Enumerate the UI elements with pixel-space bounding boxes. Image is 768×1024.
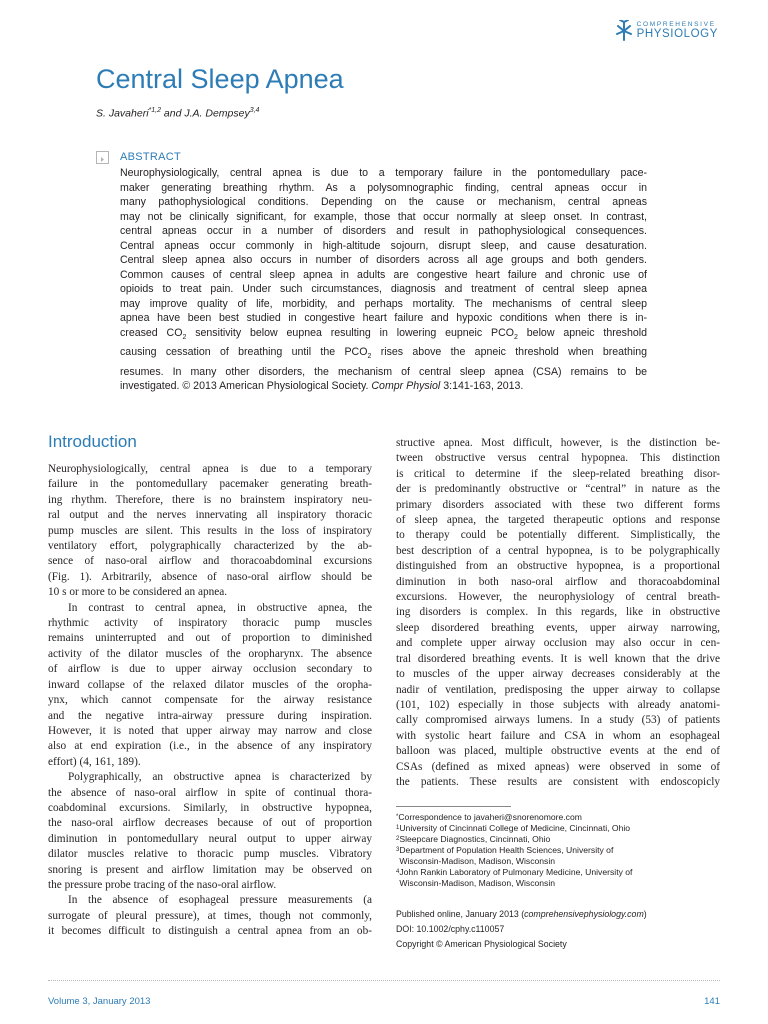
text: creased CO: [120, 326, 183, 339]
footnote-correspondence: [396, 812, 720, 823]
abstract-line: may improve quality of life, morbidity, and perhaps mortality. The mechanisms of central sleep: [120, 297, 647, 310]
text-line: ing rhythm. Therefore, there is no brainstem inspiratory neu-: [48, 493, 372, 506]
text-line: activity of the dilator muscles of the oropharynx. The absence: [48, 647, 372, 660]
footer-divider: [48, 980, 720, 981]
section-heading-introduction: Introduction: [48, 432, 137, 451]
text-line: to muscles of the upper airway decreases considerably at the: [396, 668, 720, 681]
text-line: effort) (4, 161, 189).: [48, 755, 141, 768]
footnote-mark: *: [396, 814, 399, 820]
text: below apneic threshold: [517, 326, 647, 339]
abstract-line: central apneas occur in a number of disorders and result in pathophysiological consequences.: [120, 225, 647, 237]
text-line: best description of a central hypopnea, is to be polygraphically: [396, 544, 720, 557]
text-line: is critical to determine if the sleep-related breathing disor-: [396, 467, 720, 480]
text-line: In the absence of esophageal pressure measurements (a: [68, 894, 372, 907]
text-line: coabdominal excursions. Similarly, in obstructive hypopnea,: [48, 801, 372, 814]
abstract-line: Central apneas occur commonly in high-altitude sojourn, disrupt sleep, and cause desaturation.: [120, 239, 647, 252]
text-line: and the negative intra-airway pressure during inspiration.: [48, 709, 372, 722]
text-line: (Fig. 1). Arbitrarily, absence of naso-oral airflow should be: [48, 570, 372, 583]
article-title: Central Sleep Apnea: [96, 64, 344, 94]
copyright: Copyright © American Physiological Society: [396, 938, 567, 949]
text-line: snoring is present and airflow limitation may be observed on: [48, 863, 372, 876]
text: ): [643, 909, 647, 919]
text-line: primary disorders associated with these two different forms: [396, 498, 720, 511]
footnote-text: University of Cincinnati College of Medicine, Cincinnati, Ohio: [399, 823, 631, 833]
text-line: with systolic heart failure and CSA in whom an esophageal: [396, 729, 720, 742]
page-number: 141: [704, 996, 720, 1007]
text-line: the absence of naso-oral airflow in spite of continual thora-: [48, 786, 372, 799]
text-line: tral disordered breathing events. It is well known that the drive: [396, 652, 720, 665]
text-line: sleep disordered breathing events, upper airway narrowing,: [396, 621, 720, 634]
text-line: balloon was placed, multiple obstructive events at the end of: [396, 745, 720, 758]
author-1-affil: *1,2: [148, 107, 161, 114]
text-line: ventilatory effort, polygraphically characterized by the ab-: [48, 540, 372, 553]
text-line: ral output and the nerves innervating all inspiratory thoracic: [48, 509, 372, 522]
footnote-mark: 1: [396, 825, 400, 831]
text-line: and complete upper airway occlusion may also occur in cen-: [396, 637, 720, 650]
text-line: Polygraphically, an obstructive apnea is characterized by: [68, 771, 372, 784]
text-line: der is predominantly obstructive or “central” in nature as the: [396, 483, 720, 496]
footnote-line: Wisconsin-Madison, Madison, Wisconsin: [399, 856, 556, 866]
footer-volume: Volume 3, January 2013: [48, 996, 151, 1007]
text: investigated. © 2013 American Physiological Society.: [120, 380, 372, 393]
journal-abbrev: Compr Physiol: [371, 380, 441, 393]
abstract-line: apnea have been best studied in congestive heart failure and hypoxic conditions when there is in-: [120, 312, 647, 324]
text-line: tween obstructive versus central hypopnea. This distinction: [396, 452, 720, 465]
text-line: ing disorders is complex. In this regards, like in obstructive: [396, 606, 720, 619]
abstract-line: maker generating breathing rhythm. As a polysomnographic finding, central apneas occur in: [120, 181, 647, 194]
correspondence-email[interactable]: Correspondence to javaheri@snorenomore.com: [398, 812, 582, 822]
subscript: 2: [367, 353, 372, 361]
published-online: [396, 907, 647, 922]
footnote-affiliation: [396, 845, 720, 867]
text: causing cessation of breathing until the PCO: [120, 346, 368, 359]
text-line: diminution in pontomedullary neural output to upper airway: [48, 832, 372, 845]
text-line: failure in the pontomedullary pacemaker generating breath-: [48, 478, 372, 491]
abstract-line: opioids to treat pain. Under such circumstances, diagnosis and treatment of central sleep apnea: [120, 283, 647, 295]
text-line: cally compromised airways lumens. In a study (53) of patients: [396, 714, 720, 727]
footnote-divider: [396, 806, 511, 807]
abstract-line: Central sleep apnea also occurs in number of disorders across all age groups and both genders.: [120, 254, 647, 266]
abstract-line: [120, 326, 647, 346]
footnote-affiliation: [396, 823, 720, 834]
text-line: remains uninterrupted and out of proportion to diminished: [48, 632, 372, 645]
text-line: of airflow is due to upper airway occlusion secondary to: [48, 663, 372, 676]
footnote-line: Wisconsin-Madison, Madison, Wisconsin: [399, 878, 556, 888]
footnote-affiliation: [396, 867, 720, 889]
author-2-affil: 3,4: [249, 107, 260, 114]
body-column-right: [396, 436, 720, 790]
abstract-toggle-icon[interactable]: [96, 151, 109, 164]
author-1: S. Javaheri: [96, 107, 149, 120]
journal-website-link[interactable]: comprehensivephysiology.com: [524, 909, 644, 919]
text-line: dilator muscles relative to thoracic pump muscles. Vibratory: [48, 848, 372, 861]
footnote-line: Department of Population Health Sciences, University of: [399, 845, 614, 855]
text-line: the patients. These results are consistent with endoscopicly: [396, 775, 720, 788]
text: sensitivity below eupnea resulting in lowering eupneic PCO: [186, 326, 515, 339]
subscript: 2: [514, 333, 518, 341]
text-line: surrogate of pleural pressure), at times, though not commonly,: [48, 909, 372, 922]
text-line: of sleep apnea, the targeted therapeutic options and response: [396, 514, 720, 527]
journal-logo-icon: [614, 20, 634, 42]
abstract-line: many pathophysiological conditions. Depending on the cause or mechanism, central apneas: [120, 196, 647, 208]
text-line: diminution in both naso-oral airflow and thoracoabdominal: [396, 575, 720, 588]
text-line: rhythmic activity of inspiratory thoracic pump muscles: [48, 617, 372, 630]
author-and: and: [161, 107, 185, 120]
footnotes: [396, 812, 720, 889]
abstract-line: Neurophysiologically, central apnea is due to a temporary failure in the pontomedullary pace-: [120, 167, 647, 179]
text: Published online, January 2013 (: [396, 909, 525, 919]
text-line: sence of naso-oral airflow and thoracoabdominal excursions: [48, 555, 372, 568]
text-line: excursions. However, the neurophysiology of central breath-: [396, 591, 720, 604]
text-line: CSAs (defined as mixed apneas) were observed in some of: [396, 760, 720, 773]
text-line: (101, 102) especially in those subjects with already anatomi-: [396, 698, 720, 711]
footnote-line: John Rankin Laboratory of Pulmonary Medicine, University of: [399, 867, 633, 877]
abstract-line: [120, 345, 647, 365]
footnote-text: Sleepcare Diagnostics, Cincinnati, Ohio: [399, 834, 551, 844]
doi-link[interactable]: DOI: 10.1002/cphy.c110057: [396, 923, 505, 934]
footnote-mark: 2: [396, 836, 400, 842]
footnote-mark: 3: [396, 847, 400, 853]
text-line: to therapy could be potentially different. Simplistically, the: [396, 529, 720, 542]
body-column-left: [48, 462, 372, 940]
text-line: Neurophysiologically, central apnea is due to a temporary: [48, 463, 372, 475]
abstract-body: [120, 166, 647, 394]
text-line: In contrast to central apnea, in obstructive apnea, the: [68, 601, 372, 614]
text-line: ynx, which cannot compensate for the airway resistance: [48, 694, 372, 707]
logo-text-top: COMPREHENSIVE: [636, 21, 716, 28]
author-2: J.A. Dempsey: [184, 107, 250, 120]
text-line: also at end expiration (i.e., in the absence of any inspiratory: [48, 740, 372, 753]
abstract-line: [120, 379, 647, 394]
abstract-line: Common causes of central sleep apnea in adults are congestive heart failure and chronic use of: [120, 268, 647, 281]
footnote-text: [399, 845, 613, 867]
journal-logo: [614, 18, 718, 44]
text-line: it becomes difficult to distinguish a central apnea from an ob-: [48, 925, 372, 938]
text-line: 10 s or more to be considered an apnea.: [48, 586, 228, 599]
text-line: the pressure probe tracing of the naso-oral airflow.: [48, 878, 277, 891]
text-line: distinguished from an obstructive hypopnea, is a proportional: [396, 560, 720, 573]
abstract-line: may not be clinically significant, for example, those that occur normally at sleep onset. In contrast,: [120, 210, 647, 223]
abstract-line: resumes. In many other disorders, the mechanism of central sleep apnea (CSA) remains to be: [120, 365, 647, 378]
text-line: the naso-oral airflow decreases because of out of proportion: [48, 817, 372, 830]
author-line: [96, 107, 259, 120]
subscript: 2: [182, 333, 187, 341]
abstract-heading: ABSTRACT: [120, 151, 182, 163]
text: rises above the apneic threshold when breathing: [371, 346, 648, 359]
text-line: nadir of ventilation, predisposing the upper airway to collapse: [396, 683, 720, 696]
text-line: However, it is noted that upper airway may narrow and close: [48, 724, 372, 737]
footnote-affiliation: [396, 834, 720, 845]
text: 3:141-163, 2013.: [440, 380, 524, 393]
text-line: pump muscles are silent. This results in the loss of inspiratory: [48, 524, 372, 537]
footnote-text: [399, 867, 632, 889]
text-line: inward collapse of the relaxed dilator muscles of the oropha-: [48, 678, 372, 691]
logo-text-bottom: PHYSIOLOGY: [636, 27, 718, 40]
footnote-mark: 4: [396, 869, 400, 875]
publication-info: [396, 907, 647, 951]
text-line: structive apnea. Most difficult, however, is the distinction be-: [396, 437, 720, 449]
